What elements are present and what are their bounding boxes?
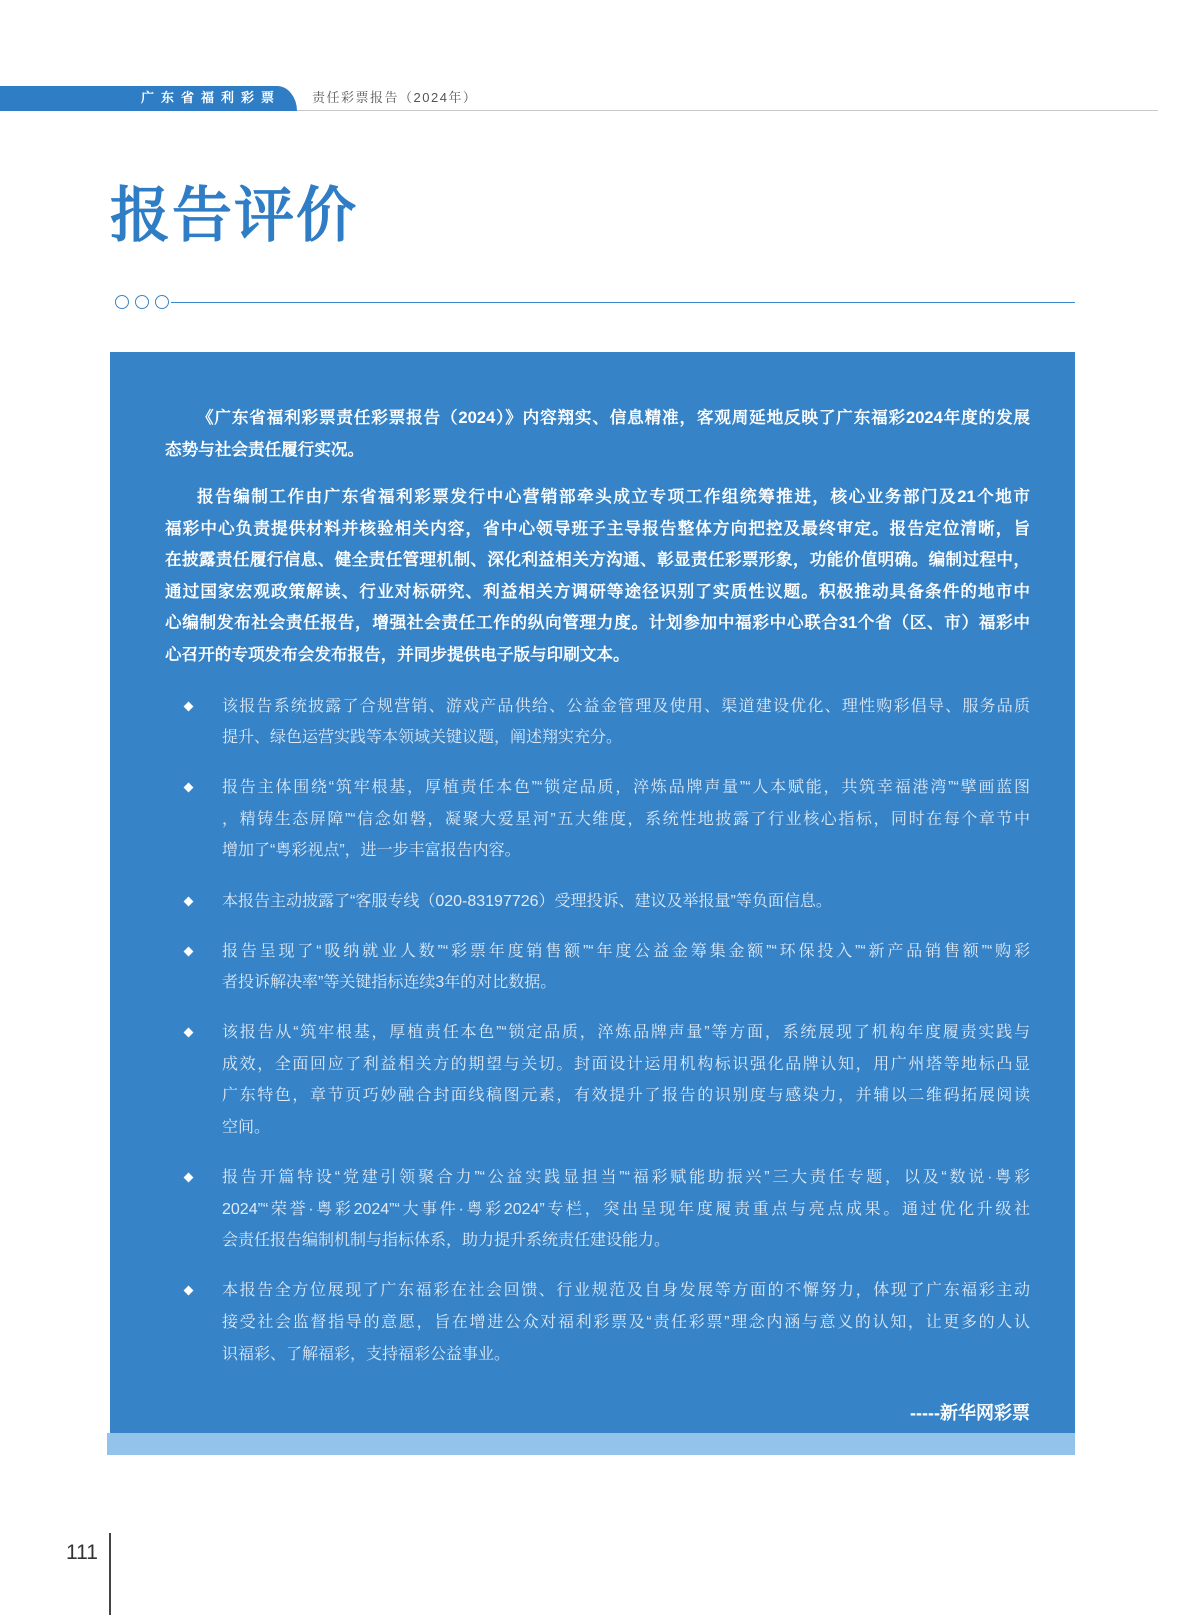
diamond-icon [184,1028,194,1038]
text-line: 广东特色，章节页巧妙融合封面线稿图元素，有效提升了报告的识别度与感染力，并辅以二维码拓展阅读 [222,1087,1030,1105]
text-line: 报告编制工作由广东省福利彩票发行中心营销部牵头成立专项工作组统筹推进，核心业务部门及21个地市 [197,486,1030,506]
intro-paragraph [165,402,1030,465]
text-line: 报告开篇特设“党建引领聚合力”“公益实践显担当”“福彩赋能助振兴”三大责任专题，以及“数说·粤彩 [222,1169,1030,1187]
page-number-rule [109,1533,111,1615]
text-line: 报告呈现了“吸纳就业人数”“彩票年度销售额”“年度公益金筹集金额”“环保投入”“新产品销售额”“购彩 [222,942,1030,960]
text-line: 提升、绿色运营实践等本领域关键议题，阐述翔实充分。 [222,729,623,747]
text-line: 接受社会监督指导的意愿，旨在增进公众对福利彩票及“责任彩票”理念内涵与意义的认知，让更多的人认 [222,1314,1030,1332]
text-line: 《广东省福利彩票责任彩票报告（2024）》内容翔实、信息精准，客观周延地反映了广东福彩2024年度的发展 [197,408,1030,427]
bullet-item [165,1017,1030,1143]
text-line: 在披露责任履行信息、健全责任管理机制、深化利益相关方沟通、彰显责任彩票形象，功能价值明确。编制过程中， [165,550,1030,570]
circle-icon [155,295,169,309]
header-report-name: 责任彩票报告（2024年） [312,90,478,105]
page-number: 111 [66,1541,98,1564]
text-line: 本报告主动披露了“客服专线（020-83197726）受理投诉、建议及举报量”等负面信息。 [222,892,832,910]
diamond-icon [184,946,194,956]
text-line: ，精铸生态屏障”“信念如磐，凝聚大爱星河”五大维度，系统性地披露了行业核心指标，同时在每个章节中 [222,810,1030,828]
signature: -----新华网彩票 [910,1403,1030,1423]
page-title: 报告评价 [110,183,358,249]
bullet-list [165,691,1030,1371]
circle-icon [115,295,129,309]
evaluation-content [165,402,1030,1370]
text-line: 报告主体围绕“筑牢根基，厚植责任本色”“锁定品质，淬炼品牌声量”“人本赋能，共筑幸福港湾”“擘画蓝图 [222,779,1030,797]
text-line: 空间。 [222,1119,271,1137]
bullet-item [165,1275,1030,1370]
text-line: 增加了“粤彩视点”，进一步丰富报告内容。 [222,842,521,860]
text-line: 本报告全方位展现了广东福彩在社会回馈、行业规范及自身发展等方面的不懈努力，体现了广东福彩主动 [222,1282,1030,1300]
bullet-item [165,936,1030,999]
text-line: 态势与社会责任履行实况。 [165,439,365,459]
diamond-icon [184,701,194,711]
circle-icon [135,295,149,309]
text-line: 者投诉解决率”等关键指标连续3年的对比数据。 [222,974,557,992]
text-line: 心编制发布社会责任报告，增强社会责任工作的纵向管理力度。计划参加中福彩中心联合31个省（区、市）福彩中 [165,613,1030,633]
text-line: 会责任报告编制机制与指标体系，助力提升系统责任建设能力。 [222,1232,671,1250]
compilation-paragraph [165,481,1030,671]
text-line: 心召开的专项发布会发布报告，并同步提供电子版与印刷文本。 [165,644,630,664]
bullet-item [165,886,1030,918]
text-line: 福彩中心负责提供材料并核验相关内容，省中心领导班子主导报告整体方向把控及最终审定。报告定位清晰，旨 [165,518,1030,538]
diamond-icon [184,783,194,793]
box-bottom-strip [107,1433,1075,1455]
bullet-item [165,772,1030,867]
bullet-item [165,1162,1030,1257]
text-line: 该报告系统披露了合规营销、游戏产品供给、公益金管理及使用、渠道建设优化、理性购彩倡导、服务品质 [222,697,1030,715]
bullet-item [165,691,1030,754]
header-org-name: 广东省福利彩票 [141,90,282,105]
text-line: 该报告从“筑牢根基，厚植责任本色”“锁定品质，淬炼品牌声量”等方面，系统展现了机构年度履责实践与 [222,1024,1030,1042]
diamond-icon [184,1173,194,1183]
text-line: 2024”“荣誉·粤彩2024”“大事件·粤彩2024”专栏，突出呈现年度履责重点与亮点成果。通过优化升级社 [222,1200,1030,1218]
diamond-icon [184,1286,194,1296]
title-rule [171,302,1075,303]
diamond-icon [184,896,194,906]
text-line: 成效，全面回应了利益相关方的期望与关切。封面设计运用机构标识强化品牌认知，用广州塔等地标凸显 [222,1055,1030,1073]
evaluation-box [110,352,1075,1433]
text-line: 识福彩、了解福彩，支持福彩公益事业。 [222,1345,511,1363]
text-line: 通过国家宏观政策解读、行业对标研究、利益相关方调研等途径识别了实质性议题。积极推动具备条件的地市中 [165,581,1030,601]
